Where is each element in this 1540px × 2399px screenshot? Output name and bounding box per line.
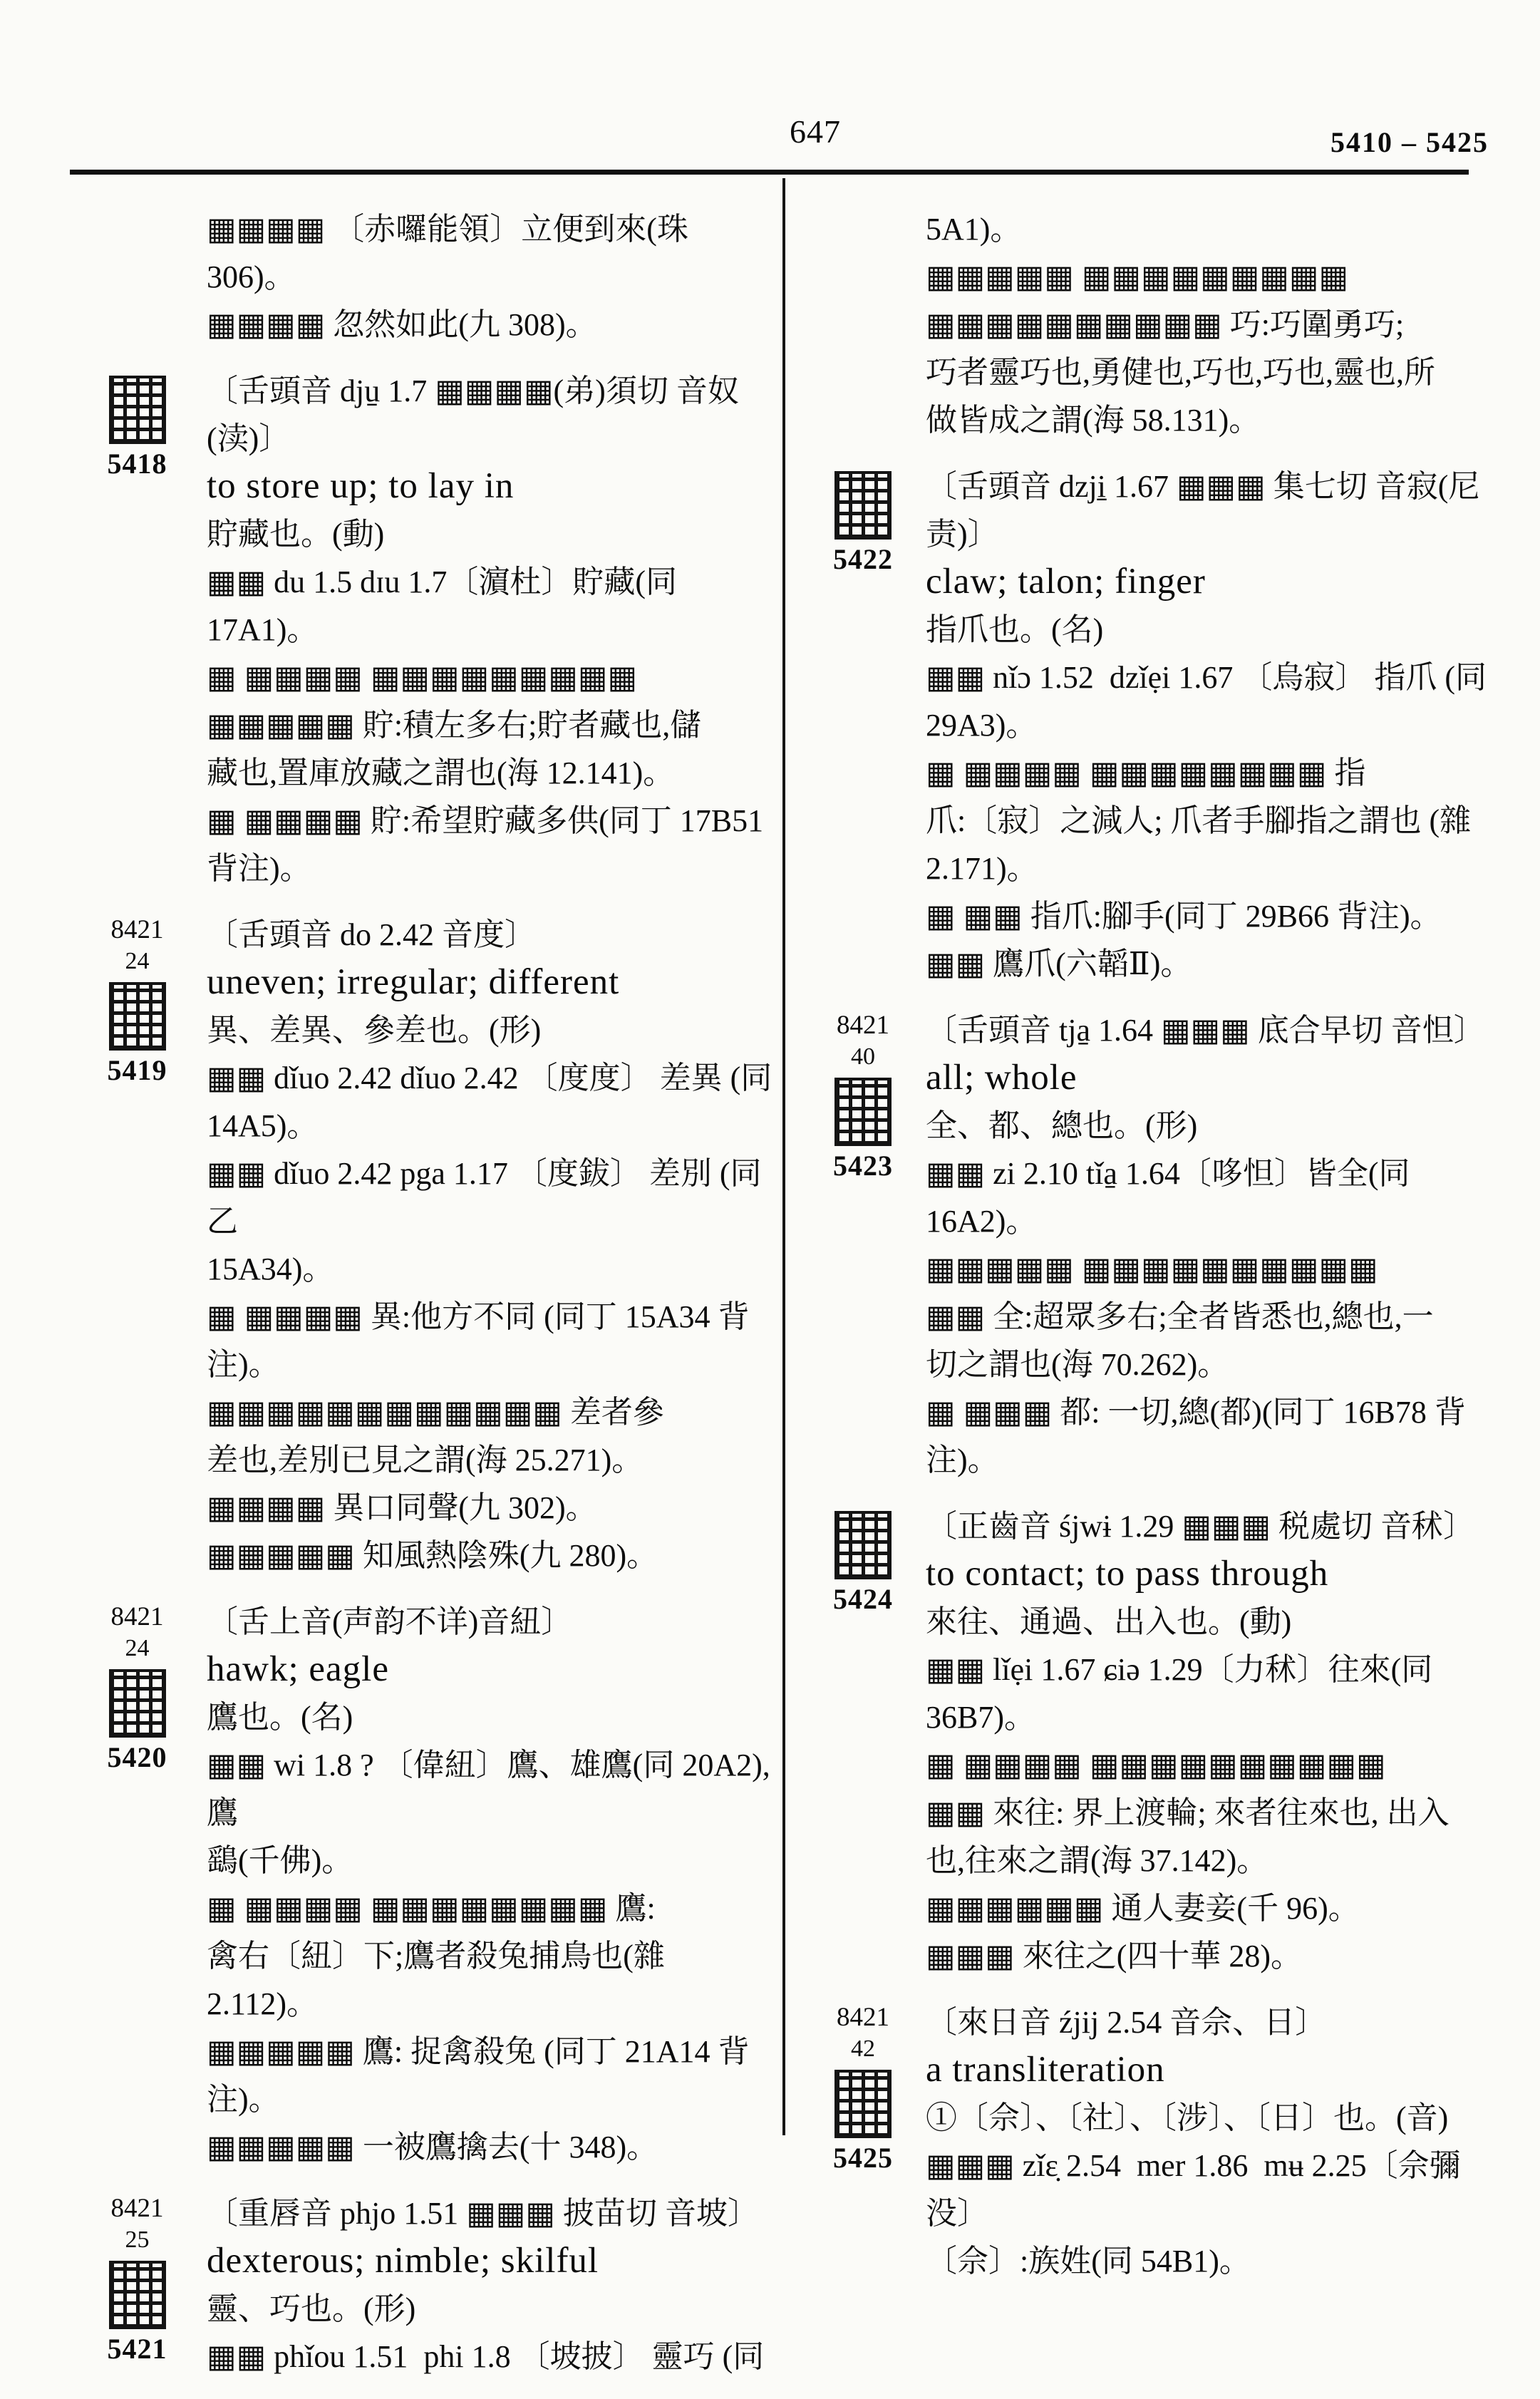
text-line: ▦▦ zi 2.10 tǐa̱ 1.64〔哆怛〕皆全(同 16A2)。 [926,1156,1418,1239]
continuation-block [68,205,779,349]
text-line: ▦ ▦▦▦▦ 異:他方不同 (同丁 15A34 背 [207,1299,750,1334]
text-line: 全、都、總也。(形) [926,1108,1198,1143]
text-line: 也,往來之謂(海 37.142)。 [926,1843,1268,1878]
text-line: ▦ ▦▦▦▦ ▦▦▦▦▦▦▦▦▦▦ [926,1748,1386,1783]
text-line: 鷂(千佛)。 [207,1843,353,1878]
english-gloss-line: a transliteration [926,2050,1165,2090]
text-line: ▦▦ wi 1.8 ? 〔偉紐〕鷹、雄鷹(同 20A2),鷹 [207,1748,770,1830]
tangut-headword-glyph [836,2071,890,2137]
text-line: ▦▦▦ 來往之(四十華 28)。 [926,1939,1303,1974]
text-line: ▦▦ nǐɔ 1.52 dzǐẹi 1.67 〔烏寂〕 指爪 (同 [926,660,1487,695]
text-line: ▦▦▦ zǐɛ̣ 2.54 mer 1.86 mʉ 2.25〔佘彌没〕 [926,2148,1461,2231]
entry-margin [68,2189,207,2368]
text-line: 異、差異、參差也。(形) [207,1013,542,1048]
column-divider [782,178,785,2135]
english-gloss-line: to contact; to pass through [926,1554,1329,1594]
text-line: 〔舌頭音 tja̱ 1.64 ▦▦▦ 底合早切 音怛〕 [926,1013,1485,1048]
entry-margin [800,1502,926,1618]
dictionary-entry [800,1998,1507,2285]
entry-code: 8421 [837,2003,889,2032]
text-line: ▦▦▦▦▦ 貯:積左多右;貯者藏也,儲 [207,708,702,743]
text-line: 14A5)。 [207,1108,319,1143]
text-line: ▦▦▦▦▦ ▦▦▦▦▦▦▦▦▦▦ [926,1252,1378,1286]
entry-code-sub: 42 [851,2036,875,2062]
text-line: 來往、通過、出入也。(動) [926,1604,1292,1639]
text-line: 靈、巧也。(形) [207,2291,416,2326]
english-gloss-line: all; whole [926,1058,1078,1098]
entry-text [926,205,1507,444]
text-line: ▦▦▦▦▦▦ 通人妻妾(千 96)。 [926,1891,1360,1926]
text-line: 责)〕 [926,517,999,552]
text-line: ▦▦ lǐẹi 1.67 ɕiə 1.29〔力秫〕往來(同 36B7)。 [926,1652,1441,1735]
entry-margin [800,1006,926,1185]
text-line: ▦▦▦▦ 忽然如此(九 308)。 [207,307,597,342]
text-line: ▦ ▦▦▦▦ ▦▦▦▦▦▦▦▦▦ [207,660,638,695]
dictionary-entry [800,1006,1507,1484]
text-line: 2.171)。 [926,851,1038,886]
text-line: 〔舌上音(声韵不详)音紐〕 [207,1604,573,1639]
text-line: 〔舌頭音 do 2.42 音度〕 [207,917,536,952]
text-line: ▦ ▦▦▦ 都: 一切,總(都)(同丁 16B78 背 [926,1395,1466,1430]
right-column [800,205,1507,2303]
entry-number: 5420 [107,1741,167,1773]
text-line: (渎)〕 [207,421,291,456]
page-number: 647 [790,113,841,150]
text-line: 差也,差別已見之謂(海 25.271)。 [207,1443,644,1477]
text-line: ▦▦ phǐou 1.51 phi 1.8 〔坡披〕 靈巧 (同 [207,2339,765,2374]
entry-margin [68,205,207,208]
entry-text [207,205,779,349]
text-line: 做皆成之謂(海 58.131)。 [926,403,1261,438]
entry-code: 8421 [110,915,164,944]
text-line: ▦▦▦▦▦▦▦▦▦▦▦▦ 差者參 [207,1395,664,1430]
english-gloss-line: uneven; irregular; different [207,962,620,1002]
text-line: 〔舌頭音 dzji̱ 1.67 ▦▦▦ 集七切 音寂(尼 [926,469,1480,504]
tangut-headword-glyph [836,473,890,538]
entry-margin [800,1998,926,2177]
text-line: 29A3)。 [926,708,1038,743]
entry-number: 5419 [107,1054,167,1086]
entry-text [926,1998,1507,2285]
text-line: ▦▦▦▦ 〔赤囉能領〕立便到來(珠 306)。 [207,212,696,294]
entry-range-label: 5410 – 5425 [1330,126,1489,158]
text-line: ▦ ▦▦▦▦ ▦▦▦▦▦▦▦▦ 指 [926,755,1366,790]
tangut-headword-glyph [836,1512,890,1578]
entry-number: 5418 [107,448,167,480]
entry-text [207,2189,779,2380]
text-line: 〔重唇音 phjo 1.51 ▦▦▦ 披苗切 音坡〕 [207,2196,759,2231]
entry-text [207,1598,779,2171]
entry-code-sub: 40 [851,1043,875,1070]
text-line: 指爪也。(名) [926,612,1104,647]
entry-code-sub: 25 [125,2227,150,2253]
entry-number: 5423 [833,1150,893,1182]
dictionary-entry [68,1598,779,2171]
text-line: 15A34)。 [207,1252,334,1286]
tangut-headword-glyph [110,1671,165,1736]
entry-code-sub: 24 [125,948,150,974]
tangut-headword-glyph [110,377,165,443]
dictionary-entry [68,911,779,1579]
dictionary-entry [68,367,779,892]
entry-code: 8421 [110,2194,164,2223]
text-line: ▦ ▦▦▦▦ 貯:希望貯藏多供(同丁 17B51 [207,803,764,838]
entry-number: 5425 [833,2142,893,2174]
text-line: 〔舌頭音 dju̱ 1.7 ▦▦▦▦(弟)須切 音奴 [207,373,739,408]
text-line: 禽右〔紐〕下;鷹者殺兔捕鳥也(雜 2.112)。 [207,1939,673,2021]
text-line: ▦▦▦▦▦ 一被鷹擒去(十 348)。 [207,2130,658,2165]
text-line: 背注)。 [207,851,311,886]
text-line: ▦▦▦▦▦ ▦▦▦▦▦▦▦▦▦ [926,259,1349,294]
entry-margin [68,367,207,483]
entry-margin [68,911,207,1089]
text-line: ▦▦ dǐuo 2.42 pga 1.17 〔度鈸〕 差別 (同乙 [207,1156,762,1239]
entry-number: 5424 [833,1583,893,1615]
text-line: 5A1)。 [926,212,1022,247]
entry-margin [68,1598,207,1776]
entry-text [926,1006,1507,1484]
entry-margin [800,463,926,578]
text-line: 〔來日音 źjij 2.54 音佘、日〕 [926,2005,1327,2040]
english-gloss-line: dexterous; nimble; skilful [207,2241,599,2281]
tangut-headword-glyph [836,1079,890,1145]
text-line: ▦▦▦▦▦ 知風熱陰殊(九 280)。 [207,1538,658,1573]
entry-text [926,1502,1507,1980]
text-line: ▦▦▦▦ 異口同聲(九 302)。 [207,1490,597,1525]
text-line: 注)。 [926,1443,999,1477]
text-line: ▦▦ 鷹爪(六韜Ⅱ)。 [926,946,1192,981]
tangut-headword-glyph [110,984,165,1049]
left-column [68,205,779,2399]
entry-margin [800,205,926,208]
entry-number: 5422 [833,543,893,575]
text-line: ▦ ▦▦ 指爪:腳手(同丁 29B66 背注)。 [926,899,1442,934]
text-line: 切之謂也(海 70.262)。 [926,1347,1229,1382]
english-gloss-line: to store up; to lay in [207,466,515,506]
entry-text [207,367,779,892]
dictionary-entry [800,1502,1507,1980]
text-line: 〔正齒音 śjwɨ 1.29 ▦▦▦ 税處切 音秫〕 [926,1509,1475,1544]
text-line: 注)。 [207,2082,280,2117]
text-line: ▦▦▦▦▦ 鷹: 捉禽殺兔 (同丁 21A14 背 [207,2034,750,2069]
text-line: ▦▦ 全:超眾多右;全者皆悉也,總也,一 [926,1299,1434,1334]
text-line: ▦ ▦▦▦▦ ▦▦▦▦▦▦▦▦ 鷹: [207,1891,656,1926]
text-line: 巧者靈巧也,勇健也,巧也,巧也,靈也,所 [926,355,1435,390]
text-line: ▦▦▦▦▦▦▦▦▦▦ 巧:巧圍勇巧; [926,307,1405,342]
text-line: ①〔佘〕、〔社〕、〔涉〕、〔日〕也。(音) [926,2100,1449,2135]
text-line: ▦▦ 來往: 界上渡輪; 來者往來也, 出入 [926,1795,1449,1830]
continuation-block [800,205,1507,444]
english-gloss-line: claw; talon; finger [926,562,1206,602]
tangut-headword-glyph [110,2262,165,2328]
dictionary-entry [68,2189,779,2380]
text-line: 注)。 [207,1347,280,1382]
entry-number: 5421 [107,2333,167,2365]
entry-code: 8421 [110,1602,164,1631]
text-line: ▦▦ du 1.5 dɪu 1.7〔濵杜〕貯藏(同 17A1)。 [207,564,686,647]
entry-code: 8421 [837,1011,889,1040]
entry-text [926,463,1507,988]
text-line: 貯藏也。(動) [207,517,385,552]
text-line: 鷹也。(名) [207,1700,353,1735]
dictionary-entry [800,463,1507,988]
english-gloss-line: hawk; eagle [207,1649,389,1689]
text-line: 〔佘〕:族姓(同 54B1)。 [926,2244,1251,2279]
entry-text [207,911,779,1579]
text-line: 藏也,置庫放藏之謂也(海 12.141)。 [207,755,675,790]
text-line: ▦▦ dǐuo 2.42 dǐuo 2.42 〔度度〕 差異 (同 [207,1061,772,1095]
entry-code-sub: 24 [125,1635,150,1661]
text-line: 爪:〔寂〕之減人; 爪者手腳指之謂也 (雜 [926,803,1472,838]
header-rule [70,170,1469,175]
